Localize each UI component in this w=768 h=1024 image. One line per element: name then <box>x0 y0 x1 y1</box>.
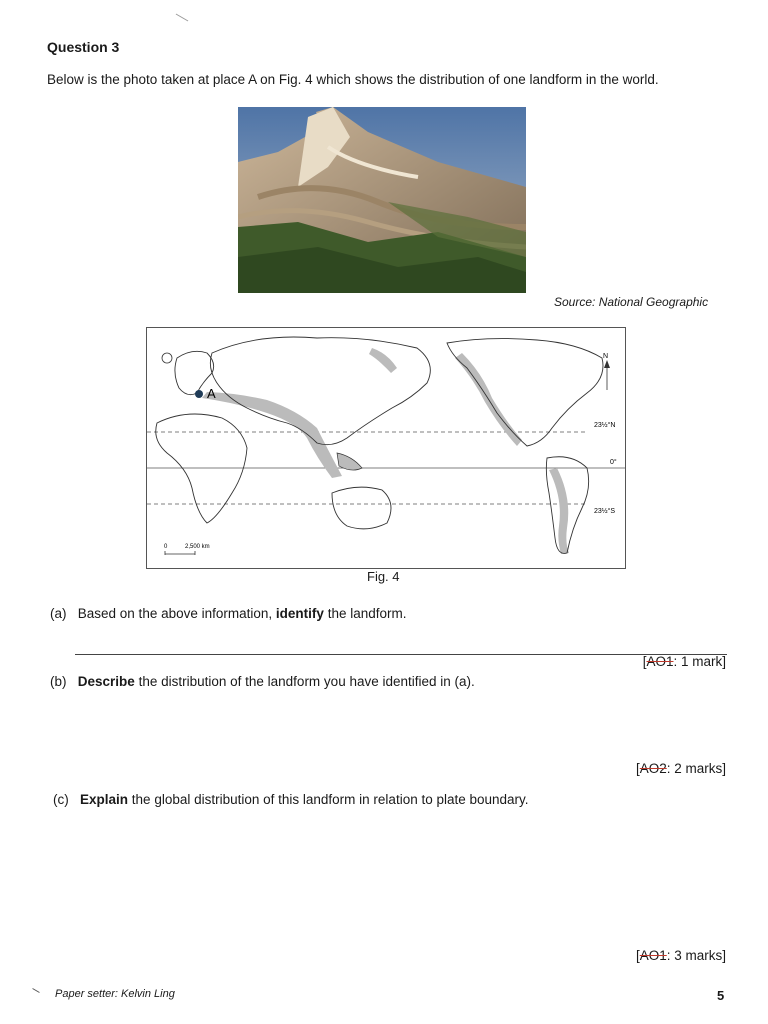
place-a-label: A <box>207 386 216 401</box>
question-a: (a) Based on the above information, identify the landform. <box>50 606 407 621</box>
lat-north-label: 23½°N <box>594 422 616 429</box>
scale-value: 2,500 km <box>185 544 210 550</box>
figure-caption: Fig. 4 <box>367 569 400 584</box>
question-intro: Below is the photo taken at place A on Fig. 4 which shows the distribution of one landform in the world. <box>47 72 659 87</box>
mark-a: [AO1: 1 mark] <box>642 654 726 669</box>
question-title: Question 3 <box>47 39 120 55</box>
lat-south-label: 23½°S <box>594 508 616 515</box>
footer-tick <box>32 988 39 993</box>
mark-b: [AO2: 2 marks] <box>635 761 726 776</box>
north-label: N <box>603 353 609 360</box>
photo-source: Source: National Geographic <box>554 295 709 309</box>
stray-mark <box>176 14 189 22</box>
mark-c: [AO1: 3 marks] <box>635 948 726 963</box>
question-b: (b) Describe the distribution of the landform you have identified in (a). <box>50 674 475 689</box>
answer-line-a[interactable] <box>75 654 727 655</box>
page-number: 5 <box>717 988 725 1003</box>
lat-equator-label: 0° <box>610 459 617 466</box>
scale-zero: 0 <box>164 544 168 550</box>
paper-setter: Paper setter: Kelvin Ling <box>55 988 175 1000</box>
world-map-fig4 <box>146 327 626 569</box>
mountain-photo <box>238 107 526 293</box>
question-c: (c) Explain the global distribution of this landform in relation to plate boundary. <box>53 792 529 807</box>
